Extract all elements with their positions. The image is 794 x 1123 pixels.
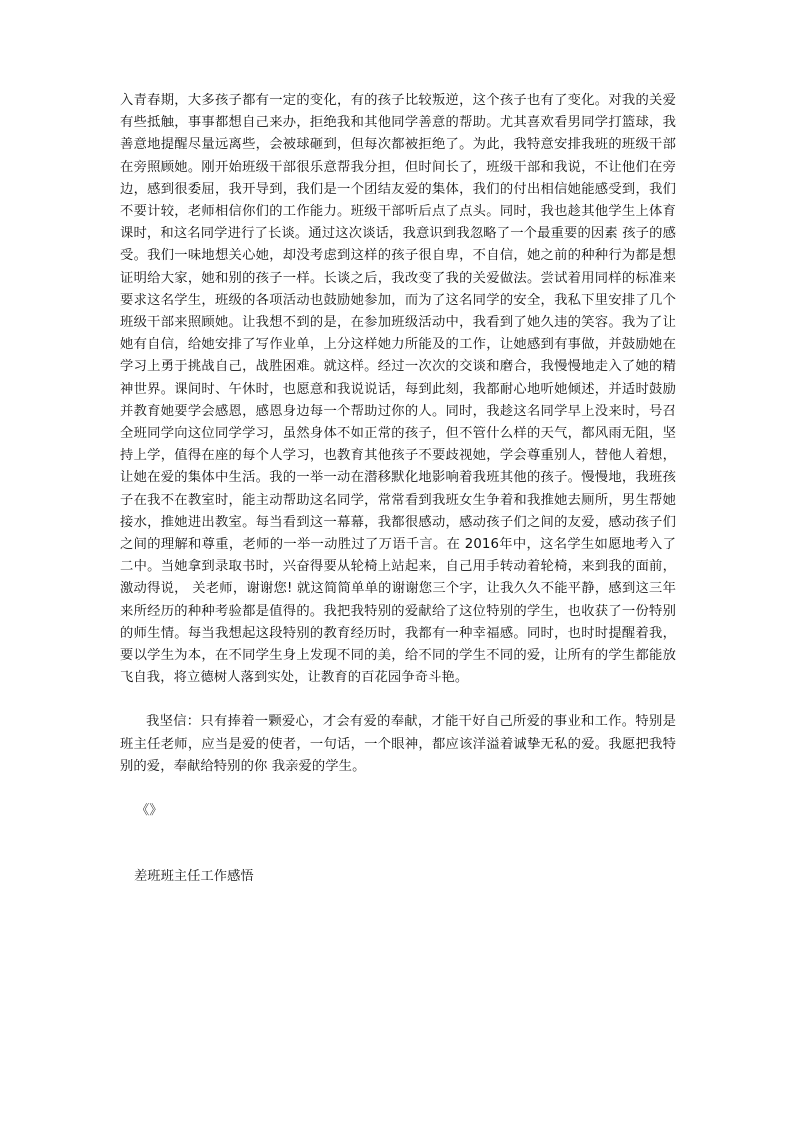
body-paragraph-1: 入青春期，大多孩子都有一定的变化，有的孩子比较叛逆，这个孩子也有了变化。对我的关爱有些抵触，事事都想自己来办，拒绝我和其他同学善意的帮助。尤其喜欢看男同学打篮球，我善意地提醒尽量远离些，会被球砸到，但每次都被拒绝了。为此，我特意安排我班的班级干部在旁照顾她。刚开始班级干部很乐意帮我分担，但时间长了，班级干部和我说，不让他们在旁边，感到很委屈，我开导到，我们是一个团结友爱的集体，我们的付出相信她能感受到，我们不要计较，老师相信你们的工作能力。班级干部听后点了点头。同时，我也趁其他学生上体育课时，和这名同学进行了长谈。通过这次谈话，我意识到我忽略了一个最重要的因素 孩子的感受。我们一味地想关心她，却没考虑到这样的孩子很自卑，不自信，她之前的种种行为都是想证明给大家，她和别的孩子一样。长谈之后，我改变了我的关爱做法。尝试着用同样的标准来要求这名学生，班级的各项活动也鼓励她参加，而为了这名同学的安全，我私下里安排了几个班级干部来照顾她。让我想不到的是，在参加班级活动中，我看到了她久违的笑容。我为了让她有自信，给她安排了写作业单，上分这样她力所能及的工作，让她感到有事做，并鼓励她在学习上勇于挑战自己，战胜困难。就这样。经过一次次的交谈和磨合，我慢慢地走入了她的精神世界。课间时、午休时，也愿意和我说说话，每到此刻，我都耐心地听她倾述，并适时鼓励并教育她要学会感恩，感恩身边每一个帮助过你的人。同时，我趁这名同学早上没来时，号召全班同学向这位同学学习，虽然身体不如正常的孩子，但不管什么样的天气，都风雨无阻，坚持上学，值得在座的每个人学习，也教育其他孩子不要歧视她，学会尊重别人，替他人着想，让她在爱的集体中生活。我的一举一动在潜移默化地影响着我班其他的孩子。慢慢地，我班孩子在我不在教室时，能主动帮助这名同学，常常看到我班女生争着和我推她去厕所，男生帮她接水，推她进出教室。每当看到这一幕幕，我都很感动，感动孩子们之间的友爱，感动孩子们之间的理解和尊重，老师的一举一动胜过了万语千言。在 2016年中，这名学生如愿地考入了二中。当她拿到录取书时，兴奋得要从轮椅上站起来，自己用手转动着轮椅，来到我的面前，激动得说， 关老师，谢谢您! 就这简简单单的谢谢您三个字，让我久久不能平静，感到这三年来所经历的种种考验都是值得的。我把我特别的爱献给了这位特别的学生，也收获了一份特别的师生情。每当我想起这段特别的教育经历时，我都有一种幸福感。同时，也时时提醒着我，要以学生为本，在不同学生身上发现不同的美，给不同的学生不同的爱，让所有的学生都能放飞自我，将立德树人落到实处，让教育的百花园争奇斗艳。 [120,93,676,686]
next-article-title: 差班班主任工作感悟 [134,869,254,884]
separator-mark: 《》 [136,803,163,819]
paragraph-spacer [120,778,676,800]
body-paragraph-2: 我坚信：只有捧着一颗爱心，才会有爱的奉献，才能干好自己所爱的事业和工作。特别是班主任老师，应当是爱的使者，一句话，一个眼神，都应该洋溢着诚挚无私的爱。我愿把我特别的爱，奉献给特别的你 我亲爱的学生。 [120,714,676,774]
document-body [120,90,676,822]
paragraph-spacer [120,689,676,711]
